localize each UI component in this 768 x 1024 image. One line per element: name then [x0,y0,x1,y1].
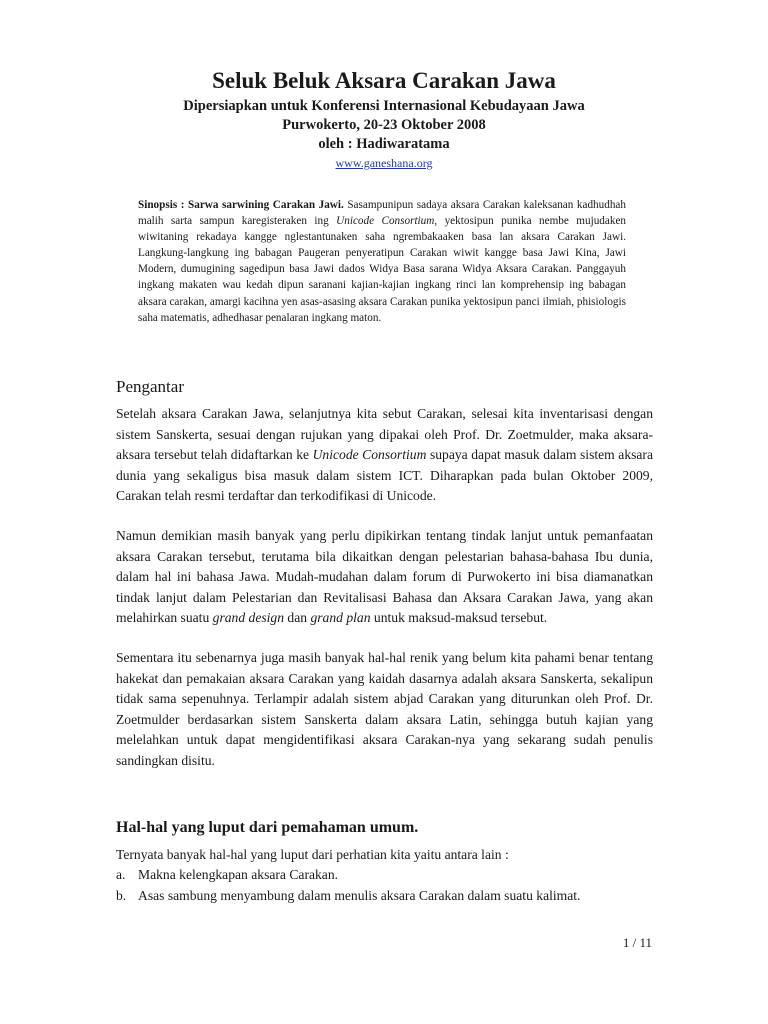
p1-italic: Unicode Consortium [312,447,427,463]
list-item [116,865,653,886]
synopsis-lead: Sinopsis : Sarwa sarwining Carakan Jawi. [138,199,344,211]
page-number: 1 / 11 [622,935,652,950]
list-item-text: Asas sambung menyambung dalam menulis aksara Carakan dalam suatu kalimat. [138,887,581,903]
p2-italic-1: grand design [212,610,285,626]
paragraph-2 [116,526,653,629]
p2-italic-2: grand plan [310,610,371,626]
p1-text-b: supaya dapat masuk dalam sistem aksara dunia yang sekaligus bisa masuk dalam sistem ICT. Diharapkan pada bulan Oktober 2009, Carakan telah resmi terdaftar dan terkodifikasi di Unicode. [116,447,653,504]
p2-text-a: Namun demikian masih banyak yang perlu dipikirkan tentang tindak lanjut untuk pemanfaatan aksara Carakan tersebut, terutama bila dikaitkan dengan pelestarian bahasa-bahasa Ibu dunia, dalam hal ini bahasa Jawa. Mudah-mudahan dalam forum di Purwokerto ini bisa diamanatkan tindak lanjut dalam Pelestarian dan Revitalisasi Bahasa dan Aksara Carakan Jawa, yang akan melahirkan suatu [116,528,653,626]
synopsis-text-1: Sasampunipun sadaya aksara Carakan kaleksanan kadhudhah malih sarta sampun karegisteraken ing [138,199,626,228]
synopsis-italic-1: Unicode Consortium, [336,215,438,228]
synopsis-paragraph [138,197,626,326]
paragraph-1 [116,404,653,507]
list-item-text: Makna kelengkapan aksara Carakan. [138,867,339,882]
place-date: Purwokerto, 20-23 Oktober 2008 [282,117,486,133]
luput-list [116,865,653,906]
list-marker: b. [116,887,127,903]
section-heading-pengantar: Pengantar [116,377,184,396]
paragraph-3: Sementara itu sebenarnya juga masih banyak hal-hal renik yang belum kita pahami benar tentang hakekat dan pemakaian aksara Carakan yang kaidah dasarnya adalah aksara Sanskerta, sekalipun tidak sama sepenuhnya. Terlampir adalah sistem abjad Carakan yang diturunkan oleh Prof. Dr. Zoetmulder berdasarkan sistem Sanskerta dalam aksara Latin, sehingga butuh kajian yang melelahkan untuk dapat mengidentifikasi aksara Carakan-nya yang sekarang sudah penulis sandingkan disitu. [116,650,653,768]
p1-text-a: Setelah aksara Carakan Jawa, selanjutnya kita sebut Carakan, selesai kita inventarisasi dengan sistem Sanskerta, sesuai dengan rujukan yang dipakai oleh Prof. Dr. Zoetmulder, maka aksara-aksara tersebut telah didaftarkan ke [116,406,653,463]
list-marker: a. [116,867,126,882]
p2-text-c: untuk maksud-maksud tersebut. [370,610,548,626]
document-header [0,66,768,172]
document-title: Seluk Beluk Aksara Carakan Jawa [212,68,556,93]
synopsis-text-2: yektosipun punika nembe mujudaken wiwitaning rekadaya kangge nglestantunaken saha ngrembakaaken basa lan aksara Carakan Jawi. Langkung-langkung ing babagan Paugeran penyeratipun Carakan wiwit kangge basa Jawi Kina, Jawi Modern, dumugining sagedipun basa Jawi dados Widya Basa sarana Widya Aksara Carakan. Panggayuh ingkang makaten wau kedah dipun saranani kajian-kajian ingkang rinci lan komprehensip ing babagan aksara carakan, amargi kacihna yen asas-asasing aksara Carakan punika yektosipun panci ilmiah, phisiologis saha matematis, adhedhasar penalaran ingkang maton. [138,215,626,324]
document-subtitle: Dipersiapkan untuk Konferensi Internasional Kebudayaan Jawa [183,98,585,114]
section-heading-hal-hal: Hal-hal yang luput dari pemahaman umum. [116,819,419,836]
list-item [116,886,653,907]
p2-text-b: dan [284,610,311,626]
website-link[interactable]: www.ganeshana.org [335,156,433,170]
list-intro: Ternyata banyak hal-hal yang luput dari perhatian kita yaitu antara lain : [116,847,509,862]
author-line: oleh : Hadiwaratama [318,136,450,152]
